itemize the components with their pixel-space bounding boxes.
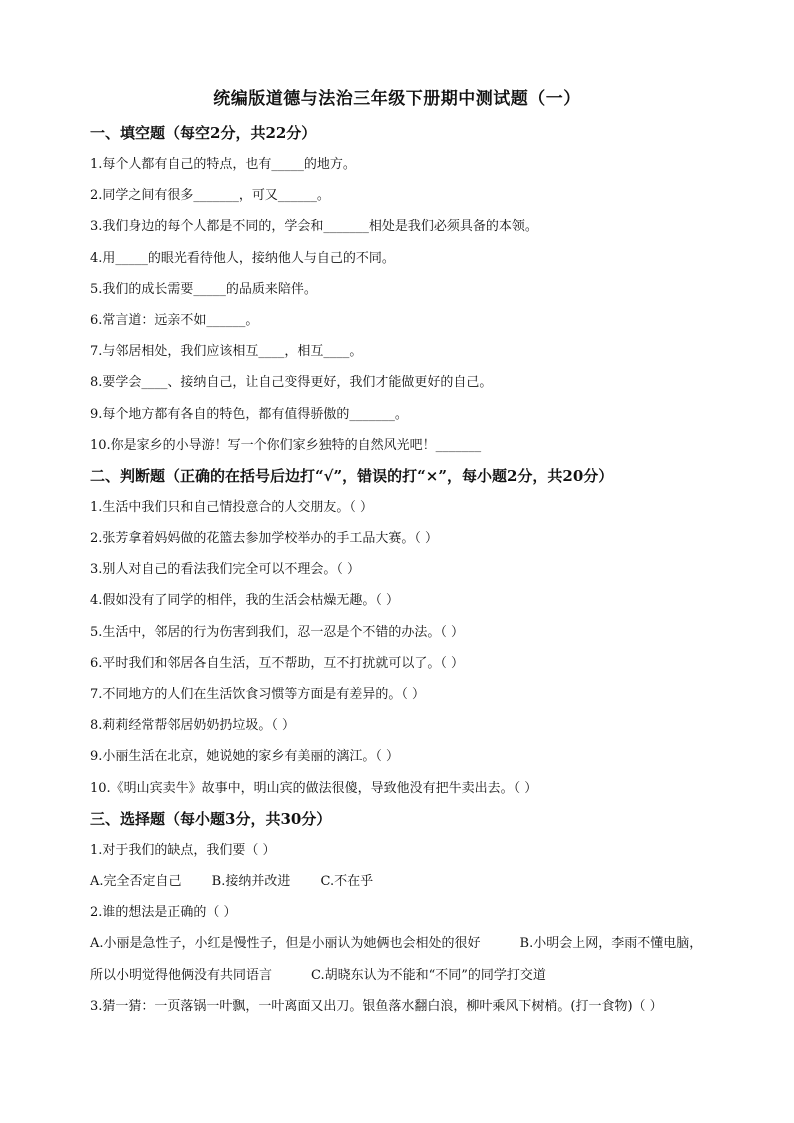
choice-question-stem: 1.对于我们的缺点，我们要（ ） (90, 842, 276, 858)
fill-question: 5.我们的成长需要_____的品质来陪伴。 (90, 281, 317, 297)
fill-question: 7.与邻居相处，我们应该相互____，相互____。 (90, 344, 363, 360)
section-heading-fill: 一、填空题（每空2分，共22分） (90, 124, 317, 142)
page-title: 统编版道德与法治三年级下册期中测试题（一） (213, 89, 581, 109)
judge-question: 6.平时我们和邻居各自生活，互不帮助，互不打扰就可以了。（ ） (90, 655, 465, 671)
exam-content (90, 118, 710, 1022)
choice-option: A.完全否定自己 (90, 873, 182, 889)
section-heading-choice: 三、选择题（每小题3分，共30分） (90, 809, 332, 828)
judge-question: 4.假如没有了同学的相伴，我的生活会枯燥无趣。（ ） (90, 593, 400, 609)
fill-question: 10.你是家乡的小导游！写一个你们家乡独特的自然风光吧！_______ (90, 437, 482, 453)
fill-question: 4.用_____的眼光看待他人，接纳他人与自己的不同。 (90, 250, 395, 266)
judge-question: 3.别人对自己的看法我们完全可以不理会。（ ） (90, 562, 361, 578)
fill-question: 1.每个人都有自己的特点，也有_____的地方。 (90, 157, 356, 172)
fill-question: 3.我们身边的每个人都是不同的，学会和_______相处是我们必须具备的本领。 (90, 219, 538, 235)
choice-question-body: A.小丽是急性子，小红是慢性子，但是小丽认为她俩也会相处的很好 B.小明会上网，李雨不懂电脑，所以小明觉得他俩没有共同语言 C.胡晓东认为不能和“不同”的同学打交道 (90, 936, 703, 983)
judge-question: 7.不同地方的人们在生活饮食习惯等方面是有差异的。（ ） (90, 687, 426, 702)
judge-question: 8.莉莉经常帮邻居奶奶扔垃圾。（ ） (90, 718, 296, 734)
section-heading-judge: 二、判断题（正确的在括号后边打“√”，错误的打“×”，每小题2分，共20分） (90, 466, 614, 485)
fill-question: 8.要学会____、接纳自己，让自己变得更好，我们才能做更好的自己。 (90, 375, 493, 391)
fill-question: 2.同学之间有很多_______，可又______。 (90, 188, 330, 204)
judge-question: 10.《明山宾卖牛》故事中，明山宾的做法很傻，导致他没有把牛卖出去。（ ） (90, 780, 538, 796)
choice-option: C.不在乎 (320, 873, 374, 889)
choice-question-stem: 2.谁的想法是正确的（ ） (90, 905, 237, 921)
choice-question-stem: 3.猜一猜：一页落锅一叶飘，一叶离面又出刀。银鱼落水翻白浪，柳叶乘风下树梢。(打一食物)（ ） (90, 998, 663, 1014)
judge-question: 5.生活中，邻居的行为伤害到我们，忍一忍是个不错的办法。（ ） (90, 624, 465, 640)
choice-options (90, 866, 710, 897)
fill-question: 6.常言道：远亲不如______。 (90, 312, 259, 328)
judge-question: 1.生活中我们只和自己情投意合的人交朋友。（ ） (90, 499, 374, 515)
choice-option: B.接纳并改进 (211, 873, 291, 889)
judge-question: 2.张芳拿着妈妈做的花篮去参加学校举办的手工品大赛。（ ） (90, 531, 439, 547)
fill-question: 9.每个地方都有各自的特色，都有值得骄傲的_______。 (90, 406, 408, 422)
judge-question: 9.小丽生活在北京，她说她的家乡有美丽的漓江。（ ） (90, 749, 400, 765)
